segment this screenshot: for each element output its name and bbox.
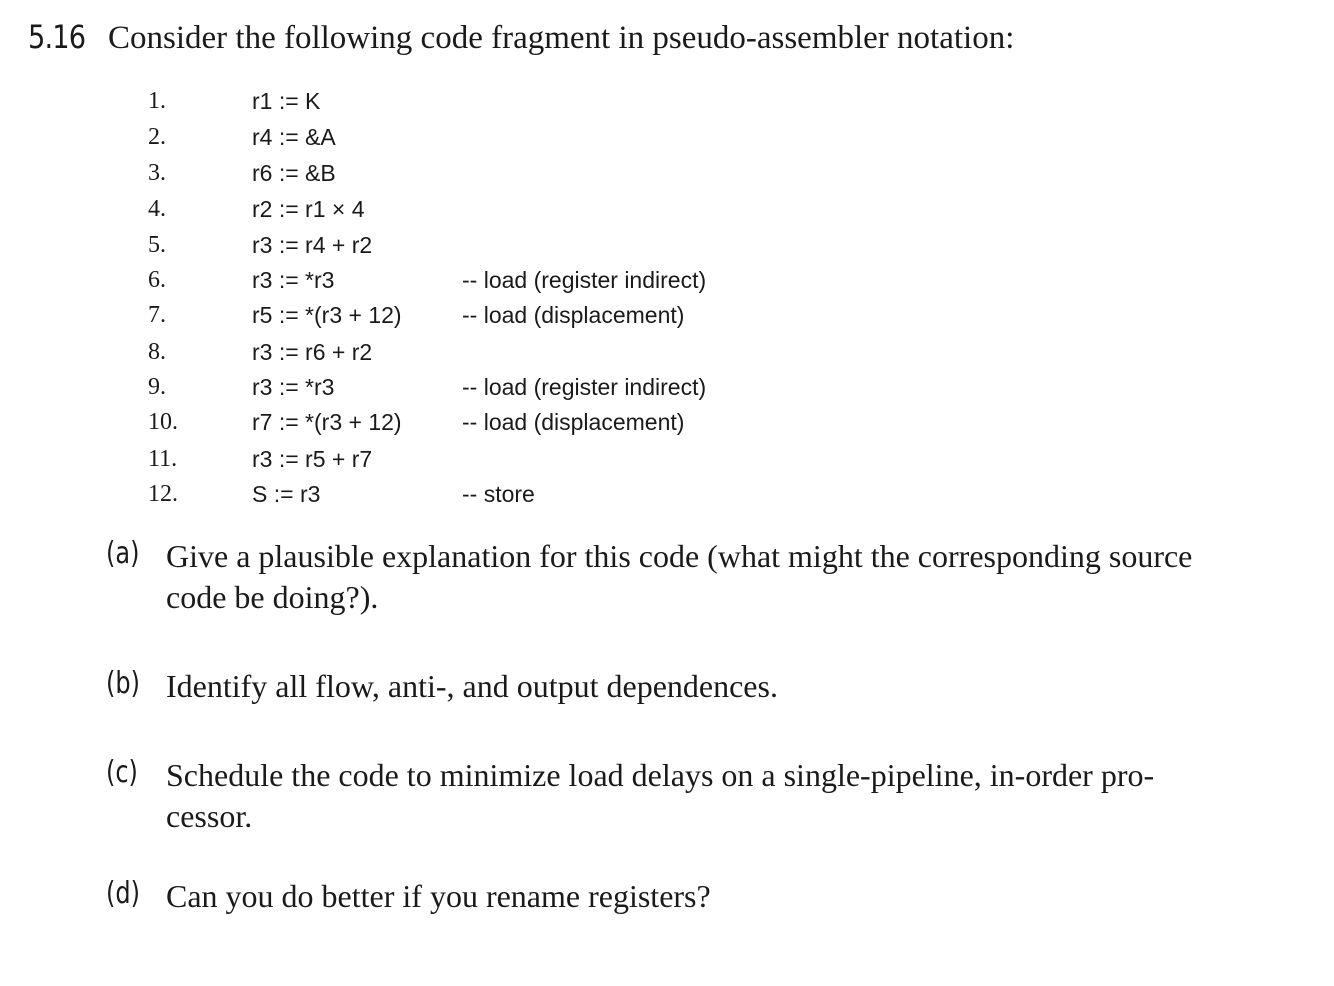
code-line	[0, 409, 1334, 445]
part-label: (b)	[106, 666, 140, 701]
code-line	[0, 339, 1334, 375]
part-text: Can you do better if you rename registers?	[166, 878, 711, 914]
line-number: 1.	[148, 88, 166, 114]
question-part-c	[106, 755, 1246, 845]
question-part-d	[106, 876, 1246, 921]
line-number: 3.	[148, 160, 166, 186]
part-label: (c)	[106, 755, 138, 790]
instruction: r3 := *r3	[252, 267, 335, 293]
part-label: (a)	[106, 536, 140, 571]
code-line	[0, 446, 1334, 482]
instruction: r6 := &B	[252, 160, 336, 186]
instruction: S := r3	[252, 481, 321, 507]
part-label: (d)	[106, 876, 140, 911]
line-number: 6.	[148, 267, 166, 293]
instruction-comment: -- load (displacement)	[462, 302, 685, 328]
line-number: 5.	[148, 232, 166, 258]
code-line	[0, 267, 1334, 303]
question-part-a	[106, 536, 1246, 626]
code-line	[0, 124, 1334, 160]
question-part-b	[106, 666, 1246, 711]
instruction-comment: -- load (register indirect)	[462, 267, 707, 293]
instruction: r1 := K	[252, 88, 321, 114]
instruction: r3 := r6 + r2	[252, 339, 373, 365]
code-line	[0, 160, 1334, 196]
line-number: 4.	[148, 196, 166, 222]
problem-intro: Consider the following code fragment in pseudo-assembler notation:	[108, 20, 1015, 56]
code-line	[0, 374, 1334, 410]
line-number: 7.	[148, 302, 166, 328]
instruction: r5 := *(r3 + 12)	[252, 302, 402, 328]
instruction: r4 := &A	[252, 124, 336, 150]
instruction: r3 := r4 + r2	[252, 232, 373, 258]
code-line	[0, 196, 1334, 232]
instruction: r2 := r1 × 4	[252, 196, 365, 222]
code-line	[0, 88, 1334, 124]
part-text: Identify all flow, anti-, and output dependences.	[166, 668, 778, 704]
instruction-comment: -- load (displacement)	[462, 409, 685, 435]
problem-number: 5.16	[28, 18, 86, 56]
line-number: 11.	[148, 446, 178, 472]
instruction: r7 := *(r3 + 12)	[252, 409, 402, 435]
part-text: Schedule the code to minimize load delays on a single-pipeline, in-order pro-cessor.	[166, 757, 1155, 834]
line-number: 10.	[148, 409, 178, 435]
instruction-comment: -- load (register indirect)	[462, 374, 707, 400]
part-text: Give a plausible explanation for this code (what might the corresponding source code be doing?).	[166, 538, 1193, 615]
line-number: 12.	[148, 481, 178, 507]
line-number: 2.	[148, 124, 166, 150]
code-line	[0, 481, 1334, 517]
line-number: 9.	[148, 374, 166, 400]
code-line	[0, 302, 1334, 338]
instruction: r3 := *r3	[252, 374, 335, 400]
code-line	[0, 232, 1334, 268]
instruction: r3 := r5 + r7	[252, 446, 373, 472]
line-number: 8.	[148, 339, 166, 365]
instruction-comment: -- store	[462, 481, 535, 507]
